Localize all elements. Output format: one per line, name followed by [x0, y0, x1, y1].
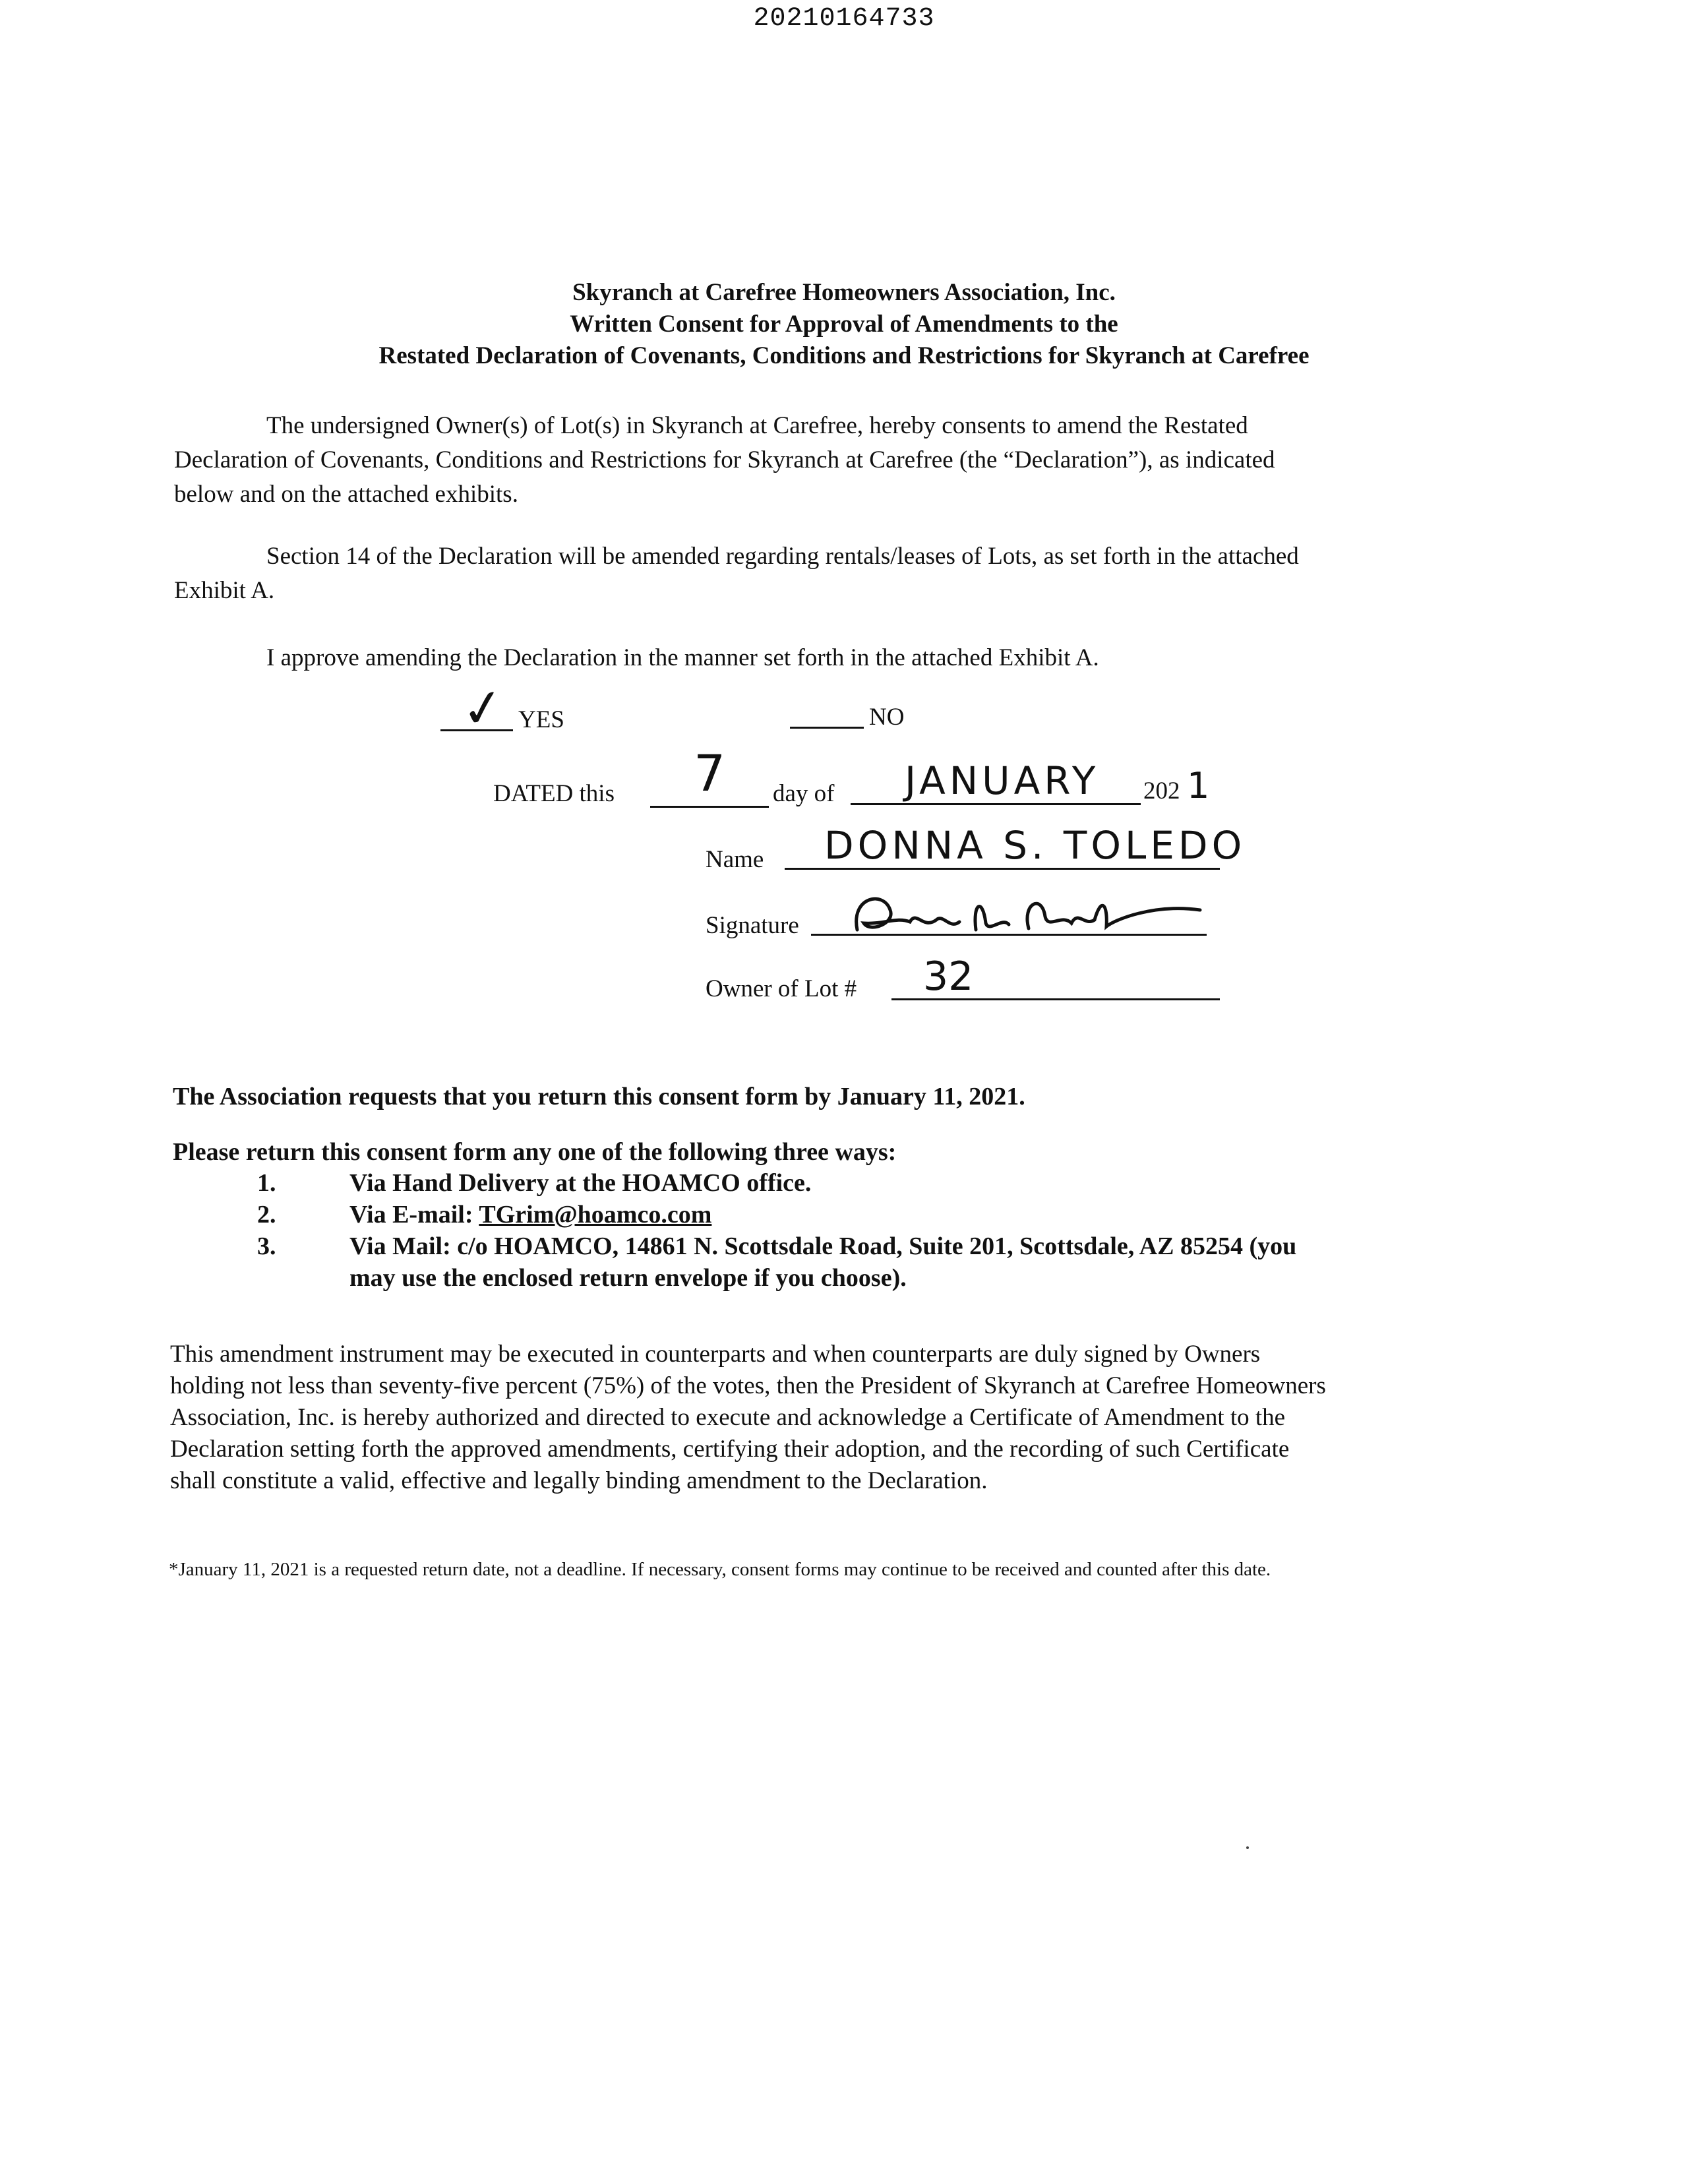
list-text-email [349, 1199, 1332, 1230]
title-line-2: Written Consent for Approval of Amendments to the [570, 311, 1118, 338]
yes-label: YES [518, 706, 564, 733]
year-prefix: 202 [1143, 777, 1180, 804]
list-item [224, 1199, 1332, 1230]
day-of-label: day of [773, 780, 835, 807]
approve-statement: I approve amending the Declaration in the manner set forth in the attached Exhibit A. [266, 644, 1099, 671]
signature-label: Signature [706, 912, 799, 939]
list-text: Via Mail: c/o HOAMCO, 14861 N. Scottsdale Road, Suite 201, Scottsdale, AZ 85254 (you may use the enclosed return envelope if you choose). [349, 1232, 1297, 1292]
month-line[interactable] [851, 803, 1141, 805]
list-number: 1. [257, 1169, 276, 1197]
yes-check-mark: ✓ [458, 676, 509, 742]
title-line-1: Skyranch at Carefree Homeowners Association, Inc. [572, 279, 1116, 306]
dated-label: DATED this [493, 780, 615, 807]
list-number: 3. [257, 1232, 276, 1260]
email-label: Via E-mail: [349, 1201, 473, 1228]
list-number: 2. [257, 1201, 276, 1228]
list-item [224, 1230, 1332, 1294]
return-ways-intro: Please return this consent form any one of the following three ways: [173, 1138, 897, 1166]
year-suffix-value: 1 [1187, 765, 1210, 806]
title-line-3: Restated Declaration of Covenants, Conditions and Restrictions for Skyranch at Carefree [378, 342, 1310, 369]
lot-value: 32 [923, 954, 974, 1000]
name-value: DONNA S. TOLEDO [824, 823, 1246, 868]
scan-speck [1246, 1846, 1249, 1849]
list-item [224, 1167, 1332, 1199]
amendment-paragraph: This amendment instrument may be executed in counterparts and when counterparts are duly signed by Owners holding not less than seventy-five percent (75%) of the votes, then the President of Skyranch at Carefree Homeowners Association, Inc. is hereby authorized and directed to execute and acknowledge a Certificate of Amendment to the Declaration setting forth the approved amendments, certifying their adoption, and the recording of such Certificate shall constitute a valid, effective and legally binding amendment to the Declaration. [170, 1341, 1326, 1494]
day-value: 7 [694, 744, 726, 803]
return-request: The Association requests that you return this consent form by January 11, 2021. [173, 1083, 1025, 1110]
owner-lot-label: Owner of Lot # [706, 975, 857, 1002]
day-line[interactable] [650, 806, 769, 808]
document-title [0, 277, 1688, 372]
email-link[interactable]: TGrim@hoamco.com [479, 1201, 712, 1228]
document-number: 20210164733 [753, 4, 935, 34]
return-ways-list [224, 1167, 1332, 1294]
intro-paragraph: The undersigned Owner(s) of Lot(s) in Skyranch at Carefree, hereby consents to amend the Restated Declaration of Covenants, Conditions and Restrictions for Skyranch at Carefree (the “Declaration”), as indicated below and on the attached exhibits. [174, 412, 1275, 508]
name-line[interactable] [785, 868, 1220, 870]
name-label: Name [706, 846, 764, 873]
no-blank-line [790, 727, 864, 729]
section-14-paragraph: Section 14 of the Declaration will be amended regarding rentals/leases of Lots, as set forth in the attached Exhibit A. [174, 543, 1299, 604]
no-label: NO [869, 704, 905, 731]
list-text: Via Hand Delivery at the HOAMCO office. [349, 1169, 812, 1197]
handwritten-signature [844, 884, 1213, 943]
footnote: *January 11, 2021 is a requested return date, not a deadline. If necessary, consent forms may continue to be received and counted after this date. [169, 1559, 1271, 1580]
month-value: JANUARY [905, 758, 1100, 803]
